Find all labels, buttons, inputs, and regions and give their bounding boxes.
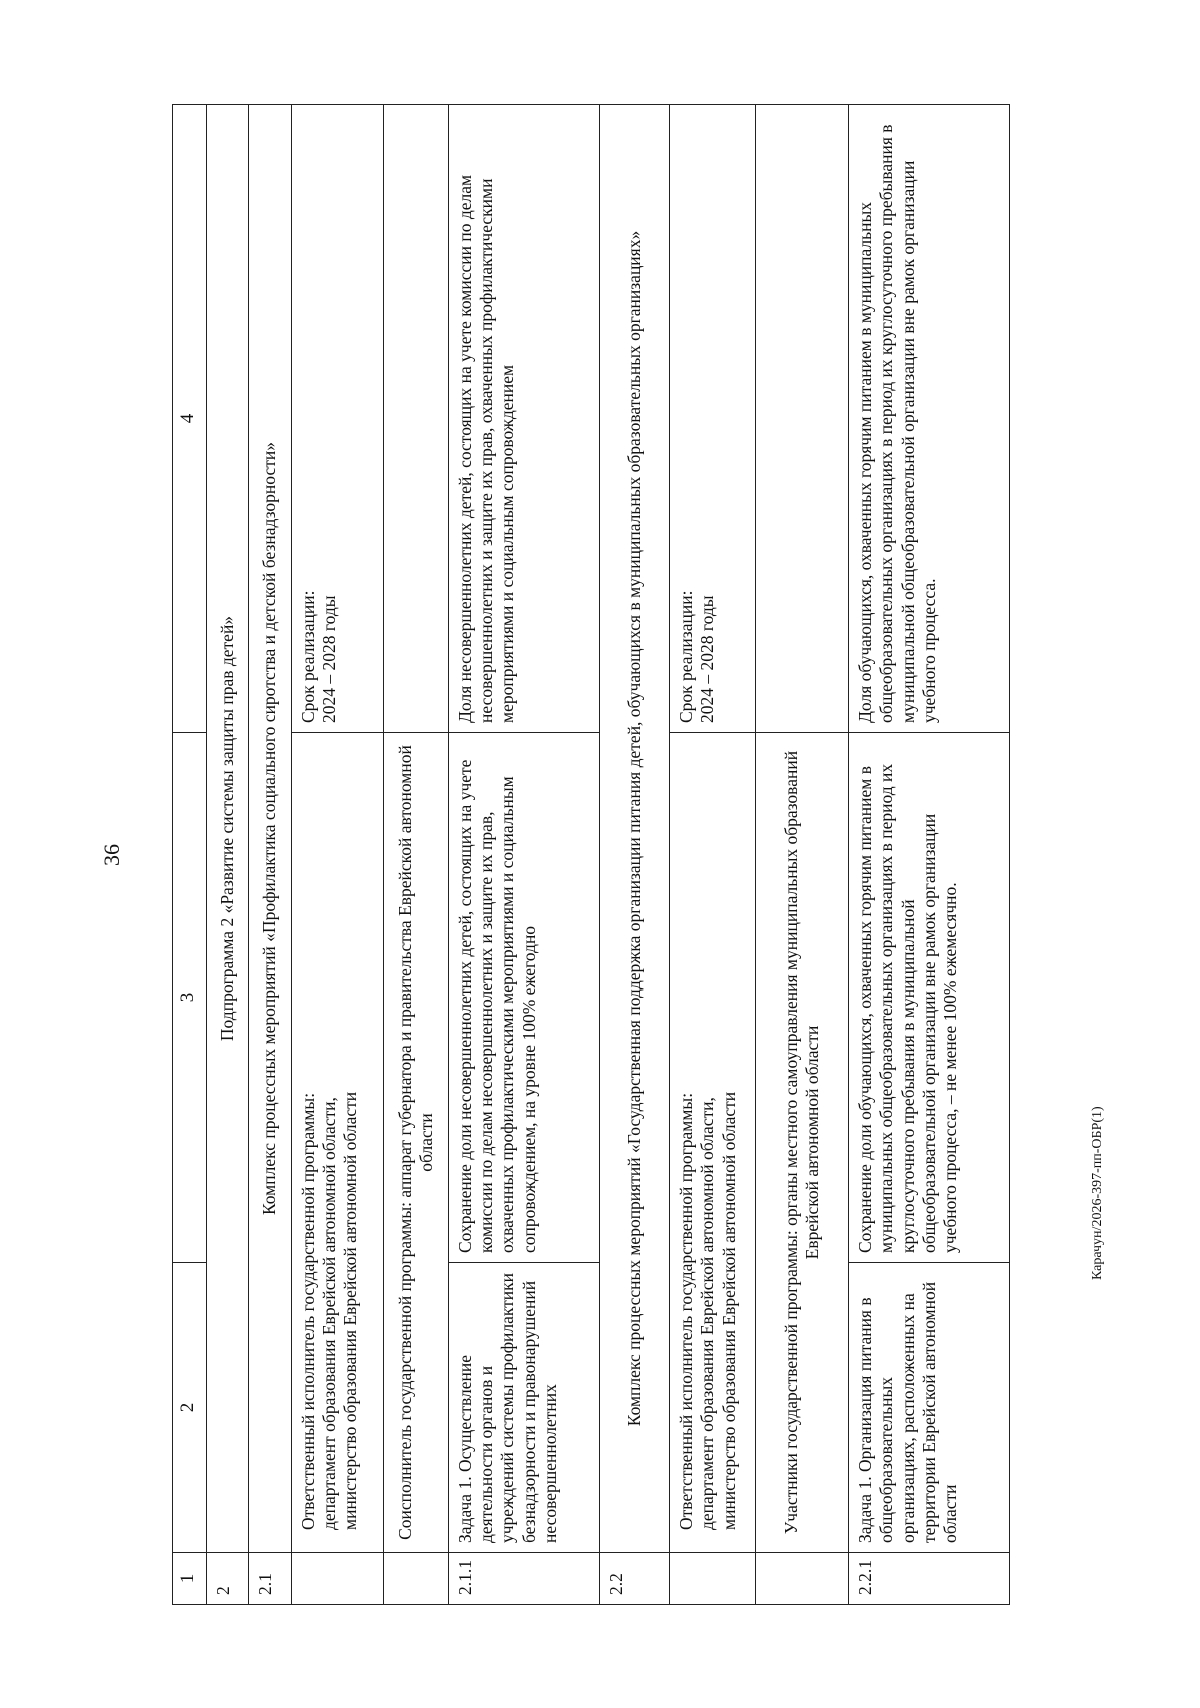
task-number: 2.1.1 — [448, 1553, 599, 1605]
rotated-table-wrapper — [172, 105, 1010, 1605]
task-result: Сохранение доли обучающихся, охваченных горячим питанием в муниципальных общеобразовательных организациях в период их круглосуточного пребывания в муниципальной общеобразовательной организации вне рамок организации учебного процесса, – не менее 100% ежемесячно. — [848, 733, 1009, 1263]
implementation-term: Срок реализации: 2024 – 2028 годы — [669, 105, 756, 733]
section-title: Комплекс процессных мероприятий «Государственная поддержка организации питания детей, обучающихся в муниципальных образовательных организациях» — [599, 105, 669, 1553]
page-number: 36 — [99, 844, 124, 866]
subprogram-title: Подпрограмма 2 «Развитие системы защиты прав детей» — [207, 105, 249, 1553]
task-row — [448, 105, 599, 1605]
responsible-executor: Ответственный исполнитель государственной программы: департамент образования Еврейской автономной области, министерство образования Еврейской автономной области — [291, 733, 384, 1553]
task-indicator: Доля несовершеннолетних детей, состоящих на учете комиссии по делам несовершеннолетних и защите их прав, охваченных профилактическими мероприятиями и социальным сопровождением — [448, 105, 599, 733]
responsible-row — [291, 105, 384, 1605]
section-2-1-row — [249, 105, 291, 1605]
task-number: 2.2.1 — [848, 1553, 1009, 1605]
coexecutor-row — [384, 105, 448, 1605]
task-name: Задача 1. Организация питания в общеобразовательных организациях, расположенных на территории Еврейской автономной области — [848, 1263, 1009, 1553]
responsible-executor: Ответственный исполнитель государственной программы: департамент образования Еврейской автономной области, министерство образования Еврейской автономной области — [669, 733, 756, 1553]
section-2-2-row — [599, 105, 669, 1605]
participants-row — [756, 105, 849, 1605]
program-row — [207, 105, 249, 1605]
row-number: 2 — [207, 1553, 249, 1605]
header-row — [173, 105, 207, 1605]
header-col-2: 2 — [173, 1263, 207, 1553]
task-row — [848, 105, 1009, 1605]
program-table — [172, 104, 1010, 1605]
responsible-row — [669, 105, 756, 1605]
header-col-1: 1 — [173, 1553, 207, 1605]
row-number: 2.1 — [249, 1553, 291, 1605]
task-indicator: Доля обучающихся, охваченных горячим питанием в муниципальных общеобразовательных организациях в период их круглосуточного пребывания в муниципальной общеобразовательной организации вне рамок организации учебного процесса. — [848, 105, 1009, 733]
implementation-term: Срок реализации: 2024 – 2028 годы — [291, 105, 384, 733]
participants: Участники государственной программы: органы местного самоуправления муниципальных образований Еврейской автономной области — [756, 733, 849, 1553]
section-title: Комплекс процессных мероприятий «Профилактика социального сиротства и детской безнадзорности» — [249, 105, 291, 1553]
task-result: Сохранение доли несовершеннолетних детей, состоящих на учете комиссии по делам несовершеннолетних и защите их прав, охваченных профилактическими мероприятиями и социальным сопровождением, на уровне 100% ежегодно — [448, 733, 599, 1263]
header-col-4: 4 — [173, 105, 207, 733]
task-name: Задача 1. Осуществление деятельности органов и учреждений системы профилактики безнадзорности и правонарушений несовершеннолетних — [448, 1263, 599, 1553]
co-executor: Соисполнитель государственной программы: аппарат губернатора и правительства Еврейской автономной области — [384, 733, 448, 1553]
document-code: Карачун/2026-397-пп-ОБР(1) — [1090, 1106, 1105, 1280]
header-col-3: 3 — [173, 733, 207, 1263]
row-number: 2.2 — [599, 1553, 669, 1605]
